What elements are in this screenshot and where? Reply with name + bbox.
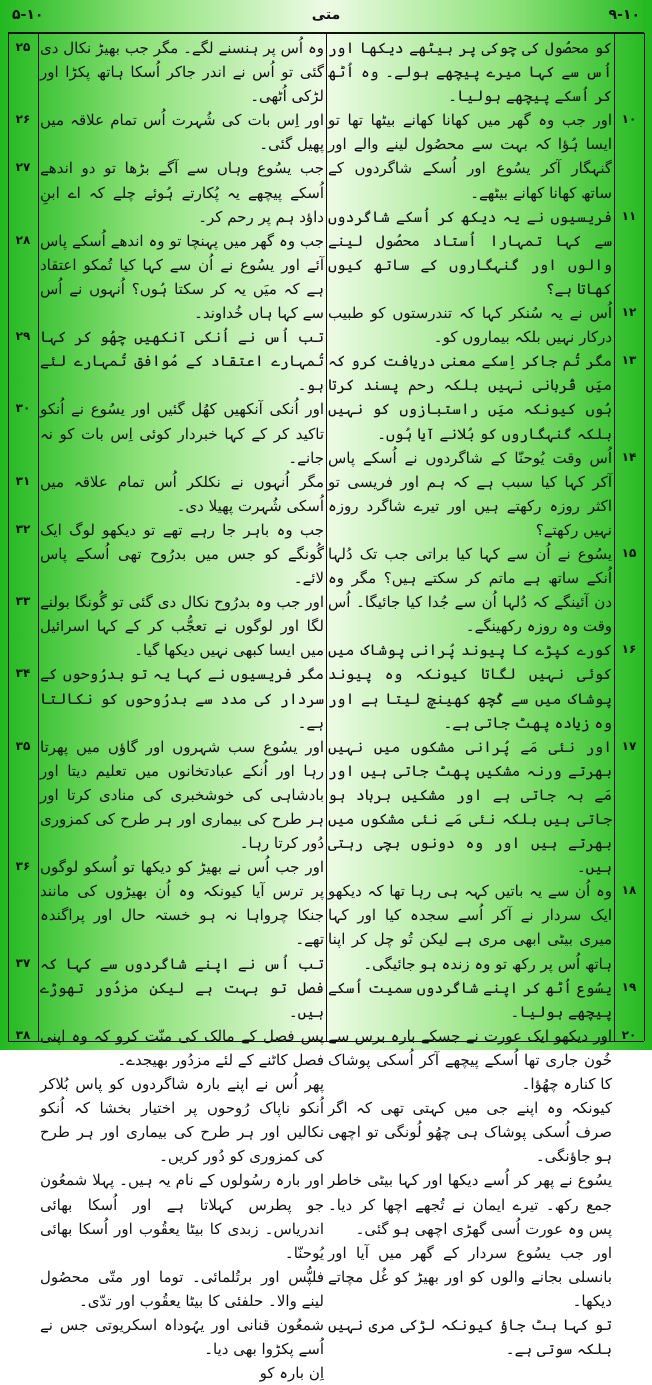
- verse-number: ۳۲: [15, 522, 31, 536]
- verse-text: اِن بارہ کو: [259, 1364, 324, 1383]
- column-rule: [326, 33, 327, 1041]
- verse-text: اُس نے یہ سُنکر کہا کہ تندرستوں کو طبیب درکار نہیں بلکہ بیماروں کو۔: [328, 304, 612, 347]
- verse-text: اور بارہ رسُولوں کے نام یہ ہیں۔ پہلا شمعُون جو پطرس کہلاتا ہے اور اُسکا بھائی اندریاس۔ زبدی کا بیٹا یعقُوب اور اُسکا بھائی یُوحنّا۔: [40, 1171, 324, 1262]
- verse-text: جب وہ گھر میں پہنچا تو وہ اندھے اُسکے پاس آئے اور یسُوع نے اُن سے کہا کیا تُمکو اعتقاد ہے کہ میَں یہ کر سکتا ہُوں؟ اُنہوں نے اُس سے کہا ہاں خُداوند۔: [40, 231, 324, 323]
- verse-number: ۱۵: [621, 546, 637, 560]
- verse-text: یسُوع نے اُن سے کہا کیا براتی جب تک دُلہا اُنکے ساتھ ہے ماتم کر سکتے ہیں؟ مگر وہ دن آئینگے کہ دُلہا اُن سے جُدا کیا جائیگا۔ اُس وقت وہ روزہ رکھینگے۔: [328, 544, 612, 636]
- verse-text: کورے کپڑے کا پیوند پُرانی پوشاک میں کوئی نہیں لگاتا کیونکہ وہ پیوند پوشاک میں سے کُچھ کھینچ لیتا ہے اور وہ زیادہ پھٹ جاتی ہے۔: [328, 641, 612, 732]
- verse-text: یسُوع نے پھر کر اُسے دیکھا اور کہا بیٹی خاطر جمع رکھ۔ تیرے ایمان نے تُجھے اچھا کر دیا۔ پس وہ عورت اُسی گھڑی اچھی ہو گئی۔: [328, 1171, 612, 1238]
- verse-text: وہ اُن سے یہ باتیں کہہ ہی رہا تھا کہ دیکھو ایک سردار نے آکر اُسے سجدہ کیا اور کہا میری بیٹی ابھی مری ہے لیکن تُو چل کر اپنا ہاتھ اُس پر رکھ تو وہ زندہ ہو جائیگی۔: [328, 882, 612, 973]
- verse-text: اور جب وہ گھر میں کھانا کھانے بیٹھا تھا تو ایسا ہُؤا کہ بہت سے محصُول لینے والے اور گنہگار آکر یسُوع اور اُسکے شاگردوں کے ساتھ کھانا کھانے بیٹھے۔: [328, 111, 612, 202]
- verse-text: جب یسُوع وہاں سے آگے بڑھا تو دو اندھے اُسکے پیچھے یہ پُکارتے ہُوئے چلے کہ اے ابنِ داؤد ہم پر رحم کر۔: [40, 159, 324, 226]
- verse-text: جب وہ باہر جا رہے تھے تو دیکھو لوگ ایک گُونگے کو جس میں بدرُوح تھی اُسکے پاس لائے۔: [40, 520, 324, 588]
- verse-number: ۳۱: [15, 474, 31, 488]
- verse-text: اور نئی مَے پُرانی مشکوں میں نہیں بھرتے ورنہ مشکیں پھٹ جاتی ہیں اور مَے بہ جاتی ہے اور مشکیں برباد ہو جاتی ہیں بلکہ نئی مَے نئی مشکوں میں بھرتے ہیں اور وہ دونوں بچی رہتی ہیں۔: [328, 737, 612, 877]
- verse-number: ۱۸: [621, 883, 637, 897]
- verse-number: ۱۷: [621, 739, 637, 753]
- verse-text: تب اُس نے اپنے شاگردوں سے کہا کہ فصل تو بہت ہے لیکن مزدُور تھوڑے ہیں۔: [40, 954, 324, 1021]
- verse-number: ۱۹: [621, 980, 637, 994]
- column-rule: [38, 33, 39, 1041]
- verse-text: تو کہا ہٹ جاؤ کیونکہ لڑکی مری نہیں بلکہ سوتی ہے۔: [328, 1315, 612, 1359]
- verse-text: اور اِس بات کی شُہرت اُس تمام علاقہ میں پھیل گئی۔: [40, 111, 324, 154]
- verse-number: ۱۲: [621, 305, 637, 319]
- verse-number: ۳۴: [15, 666, 31, 680]
- header-book-title: متی: [311, 7, 341, 23]
- verse-text: کو محصُول کی چوکی پر بیٹھے دیکھا اور اُس سے کہا میرے پیچھے ہولے۔ وہ اُٹھ کر اُسکے پیچھے ہولیا۔: [328, 39, 612, 106]
- verse-text: فلپُّس اور برتُلمائی۔ توما اور متّی محصُول لینے والا۔ حلفئی کا بیٹا یعقُوب اور تدّی۔: [40, 1267, 324, 1310]
- verse-number: ۲۷: [15, 160, 31, 174]
- verse-text: اور جب وہ بدرُوح نکال دی گئی تو گُونگا بولنے لگا اور لوگوں نے تعجُّب کر کے کہا اسرائیل میں ایسا کبھی نہیں دیکھا گیا۔: [40, 593, 324, 660]
- verse-number: ۱۶: [621, 642, 637, 656]
- verse-number: ۱۰: [621, 112, 637, 126]
- verse-number: ۳۷: [15, 956, 31, 970]
- verse-text: کیونکہ وہ اپنے جی میں کہتی تھی کہ اگر صرف اُسکی پوشاک ہی چھُو لُونگی تو اچھی ہو جاؤنگی۔: [328, 1099, 612, 1166]
- header-chapter-range-right: ۹-۱۰: [608, 7, 640, 23]
- verse-text: فریسیوں نے یہ دیکھ کر اُسکے شاگردوں سے کہا تمہارا اُستاد محصُول لینے والوں اور گنہگاروں کے ساتھ کیوں کھاتا ہے؟: [328, 207, 612, 298]
- verse-text: مگر اُنہوں نے نکلکر اُس تمام علاقہ میں اُسکی شُہرت پھیلا دی۔: [40, 472, 324, 515]
- verse-number: ۲۸: [15, 233, 31, 247]
- header-chapter-range-left: ۵-۱۰: [12, 7, 44, 23]
- verse-text: پھر اُس نے اپنے بارہ شاگردوں کو پاس بُلاکر اُنکو ناپاک رُوحوں پر اختیار بخشا کہ اُنکو نکالیں اور ہر طرح کی بیماری اور ہر طرح کی کمزوری کو دُور کریں۔: [40, 1075, 324, 1166]
- verse-number: ۲۰: [621, 1028, 637, 1042]
- verse-text: پس فصل کے مالک کی منّت کرو کہ وہ اپنی فصل کاٹنے کے لئے مزدُور بھیجدے۔: [40, 1026, 324, 1069]
- verse-text: مگر فریسیوں نے کہا یہ تو بدرُوحوں کے سردار کی مدد سے بدرُوحوں کو نکالتا ہے۔: [40, 665, 324, 732]
- column-rule: [644, 33, 645, 1041]
- verse-number: ۳۰: [15, 401, 31, 415]
- right-text-column: [328, 36, 612, 1359]
- left-text-column: [40, 36, 324, 1383]
- verse-number: ۳۳: [15, 594, 31, 608]
- verse-text: شمعُون قنانی اور یہُوداہ اسکریوتی جس نے اُسے پکڑوا بھی دیا۔: [40, 1315, 324, 1359]
- verse-text: اور دیکھو ایک عورت نے جسکے بارہ برس سے خُون جاری تھا اُسکے پیچھے آکر اُسکی پوشاک کا کنارہ چھُؤا۔: [328, 1026, 612, 1094]
- page-header: [0, 0, 652, 30]
- verse-text: مگر تُم جاکر اِسکے معنی دریافت کرو کہ میَں قُربانی نہیں بلکہ رحم پسند کرتا ہُوں کیونکہ میَں راستبازوں کو نہیں بلکہ گنہگاروں کو بُلانے آیا ہُوں۔: [328, 352, 612, 443]
- column-rule: [8, 33, 9, 1041]
- verse-text: وہ اُس پر ہنسنے لگے۔ مگر جب بھیڑ نکال دی گئی تو اُس نے اندر جاکر اُسکا ہاتھ پکڑا اور لڑکی اُٹھی۔: [40, 39, 324, 106]
- verse-text: یسُوع اُٹھ کر اپنے شاگردوں سمیت اُسکے پیچھے ہولیا۔: [328, 978, 612, 1021]
- verse-number: ۱۳: [621, 353, 637, 367]
- verse-number: ۲۵: [15, 40, 31, 54]
- verse-number: ۱۱: [621, 209, 637, 223]
- verse-text: تب اُس نے اُنکی آنکھیں چھُو کر کہا تُمہارے اعتقاد کے مُوافق تُمہارے لئے ہو۔: [40, 328, 324, 395]
- verse-number: ۲۹: [15, 329, 31, 343]
- verse-number: ۳۸: [15, 1028, 31, 1042]
- verse-text: اُس وقت یُوحنّا کے شاگردوں نے اُسکے پاس آکر کہا کیا سبب ہے کہ ہم اور فریسی تو اکثر روزہ رکھتے ہیں اور تیرے شاگرد روزہ نہیں رکھتے؟: [328, 448, 612, 539]
- verse-number: ۳۶: [15, 859, 31, 873]
- verse-text: اور جب یسُوع سردار کے گھر میں آیا اور بانسلی بجانے والوں کو اور بھیڑ کو غُل مچاتے دیکھا۔: [328, 1243, 612, 1310]
- verse-text: اور یسُوع سب شہروں اور گاؤں میں پھرتا رہا اور اُنکے عبادتخانوں میں تعلیم دیتا اور بادشاہی کی خوشخبری کی منادی کرتا اور ہر طرح کی بیماری اور ہر طرح کی کمزوری دُور کرتا رہا۔: [40, 737, 324, 853]
- verse-text: اور اُنکی آنکھیں کھُل گئیں اور یسُوع نے اُنکو تاکید کر کے کہا خبردار کوئی اِس بات کو نہ جانے۔: [40, 400, 324, 467]
- verse-text: اور جب اُس نے بھیڑ کو دیکھا تو اُسکو لوگوں پر ترس آیا کیونکہ وہ اُن بھیڑوں کی مانند جنکا چرواہا نہ ہو خستہ حال اور پراگندہ تھے۔: [40, 858, 324, 949]
- verse-number: ۳۵: [15, 739, 31, 753]
- verse-number: ۲۶: [15, 112, 31, 126]
- verse-number: ۱۴: [621, 450, 637, 464]
